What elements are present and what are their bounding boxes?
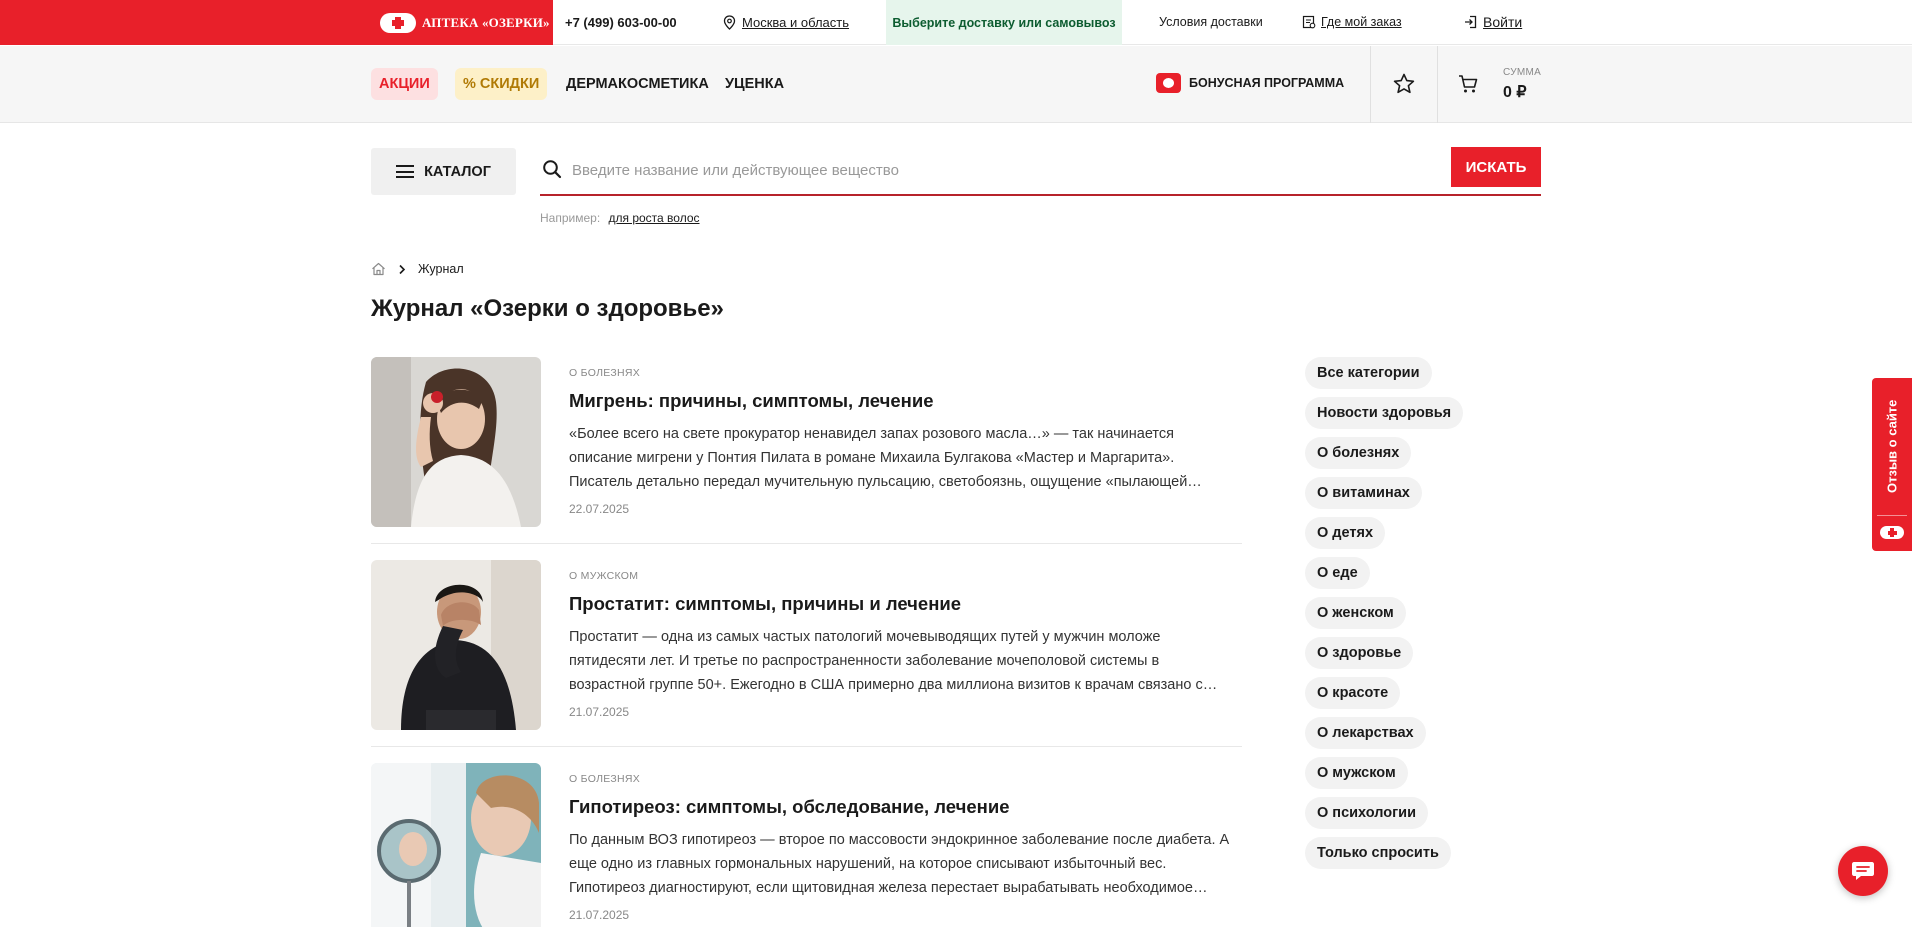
- dermacosmetics-link[interactable]: ДЕРМАКОСМЕТИКА: [566, 76, 709, 92]
- search-example-link[interactable]: для роста волос: [608, 211, 700, 225]
- login-button[interactable]: [1464, 14, 1522, 30]
- chat-button[interactable]: [1838, 846, 1888, 896]
- cart-sum-value: 0 ₽: [1503, 84, 1527, 101]
- breadcrumb: [371, 262, 464, 276]
- location-pin-icon: [723, 15, 736, 30]
- article-image[interactable]: [371, 560, 541, 730]
- article-divider: [371, 746, 1242, 747]
- feedback-label: Отзыв о сайте: [1884, 399, 1900, 493]
- article-date: 21.07.2025: [569, 705, 630, 719]
- login-label: Войти: [1483, 14, 1523, 30]
- article-excerpt: По данным ВОЗ гипотиреоз — второе по массовости эндокринное заболевание после диабета. А еще одно из главных гормональных нарушений, на которое списывают избыточный вес. Гипотиреоз диагностируют, если щитовидная железа перестает вырабатывать необходимое: [569, 832, 1230, 896]
- search-example: [540, 211, 700, 225]
- promo-link[interactable]: АКЦИИ: [371, 68, 438, 100]
- category-chip[interactable]: Все категории: [1305, 357, 1432, 389]
- article-image[interactable]: [371, 763, 541, 927]
- top-bar: [0, 0, 1912, 45]
- search-example-label: Например:: [540, 211, 601, 225]
- logo[interactable]: [380, 12, 550, 34]
- pharmacy-cross-icon: [1880, 526, 1904, 539]
- article-title[interactable]: Простатит: симптомы, причины и лечение: [569, 593, 962, 614]
- category-chip[interactable]: О женском: [1305, 597, 1406, 629]
- article-card[interactable]: [371, 560, 1242, 731]
- divider: [1877, 515, 1907, 516]
- category-chip[interactable]: О психологии: [1305, 797, 1428, 829]
- article-excerpt: «Более всего на свете прокуратор ненавидел запах розового масла…» — так начинается описание мигрени у Понтия Пилата в романе Михаила Булгакова «Мастер и Маргарита». Писатель детально передал мучительную пульсацию, светобоязнь, ощущение «пылающей: [569, 426, 1188, 490]
- category-filter: [1305, 357, 1505, 877]
- chat-icon: [1850, 859, 1876, 883]
- order-status-link[interactable]: [1302, 15, 1402, 29]
- markdown-link[interactable]: УЦЕНКА: [725, 76, 785, 92]
- delivery-selector[interactable]: Выберите доставку или самовывоз: [886, 0, 1122, 45]
- category-chip[interactable]: Только спросить: [1305, 837, 1451, 869]
- category-chip[interactable]: О мужском: [1305, 757, 1408, 789]
- cart-icon: [1457, 73, 1479, 95]
- article-card[interactable]: [371, 763, 1242, 927]
- article-card[interactable]: [371, 357, 1242, 528]
- category-chip[interactable]: О еде: [1305, 557, 1370, 589]
- article-category: О МУЖСКОМ: [569, 570, 639, 582]
- menu-icon: [396, 165, 414, 178]
- favorites-button[interactable]: [1390, 70, 1418, 98]
- page-title: Журнал «Озерки о здоровье»: [371, 295, 724, 322]
- category-chip[interactable]: О витаминах: [1305, 477, 1422, 509]
- phone-link[interactable]: +7 (499) 603-00-00: [565, 15, 677, 30]
- search-button[interactable]: ИСКАТЬ: [1451, 147, 1541, 187]
- article-date: 21.07.2025: [569, 908, 630, 922]
- feedback-tab[interactable]: [1872, 378, 1912, 551]
- logo-text: АПТЕКА «ОЗЕРКИ»: [422, 15, 550, 30]
- category-chip[interactable]: О лекарствах: [1305, 717, 1426, 749]
- star-icon: [1392, 72, 1416, 96]
- search-bar: [540, 147, 1541, 196]
- article-category: О БОЛЕЗНЯХ: [569, 367, 641, 379]
- category-chip[interactable]: О детях: [1305, 517, 1385, 549]
- search-icon: [542, 159, 562, 179]
- article-title[interactable]: Мигрень: причины, симптомы, лечение: [569, 390, 934, 411]
- order-status-label: Где мой заказ: [1321, 15, 1402, 29]
- category-chip[interactable]: О болезнях: [1305, 437, 1411, 469]
- article-category: О БОЛЕЗНЯХ: [569, 773, 641, 785]
- pharmacy-cross-icon: [380, 13, 416, 33]
- article-title[interactable]: Гипотиреоз: симптомы, обследование, лечение: [569, 796, 1010, 817]
- discounts-link[interactable]: % СКИДКИ: [455, 68, 547, 100]
- article-date: 22.07.2025: [569, 502, 630, 516]
- catalog-button[interactable]: [371, 148, 516, 195]
- region-label: Москва и область: [742, 15, 850, 30]
- brand-block: [0, 0, 553, 45]
- region-selector[interactable]: [723, 15, 849, 30]
- article-image[interactable]: [371, 357, 541, 527]
- login-icon: [1464, 15, 1477, 29]
- divider: [1370, 46, 1371, 123]
- home-icon[interactable]: [371, 262, 386, 276]
- bonus-program-link[interactable]: [1156, 73, 1344, 93]
- cart-button[interactable]: [1454, 70, 1482, 98]
- article-divider: [371, 543, 1242, 544]
- category-chip[interactable]: О красоте: [1305, 677, 1400, 709]
- bonus-program-label: БОНУСНАЯ ПРОГРАММА: [1189, 76, 1345, 90]
- cart-sum-label: СУММА: [1503, 67, 1542, 78]
- bonus-card-icon: [1156, 73, 1181, 93]
- category-chip[interactable]: О здоровье: [1305, 637, 1413, 669]
- delivery-conditions-link[interactable]: Условия доставки: [1159, 15, 1263, 29]
- category-chip[interactable]: Новости здоровья: [1305, 397, 1463, 429]
- catalog-label: КАТАЛОГ: [424, 163, 491, 180]
- search-input[interactable]: [572, 153, 1442, 187]
- chevron-right-icon: [398, 264, 406, 275]
- article-excerpt: Простатит — одна из самых частых патологий мочевыводящих путей у мужчин моложе пятидесяти лет. И третье по распространенности заболевание мочеполовой системы в возрастной группе 50+. Ежегодно в США примерно два миллиона визитов к врачам связано с: [569, 629, 1203, 693]
- main-nav: [0, 46, 1912, 123]
- breadcrumb-current: Журнал: [418, 262, 464, 276]
- divider: [1437, 46, 1438, 123]
- order-icon: [1302, 15, 1316, 29]
